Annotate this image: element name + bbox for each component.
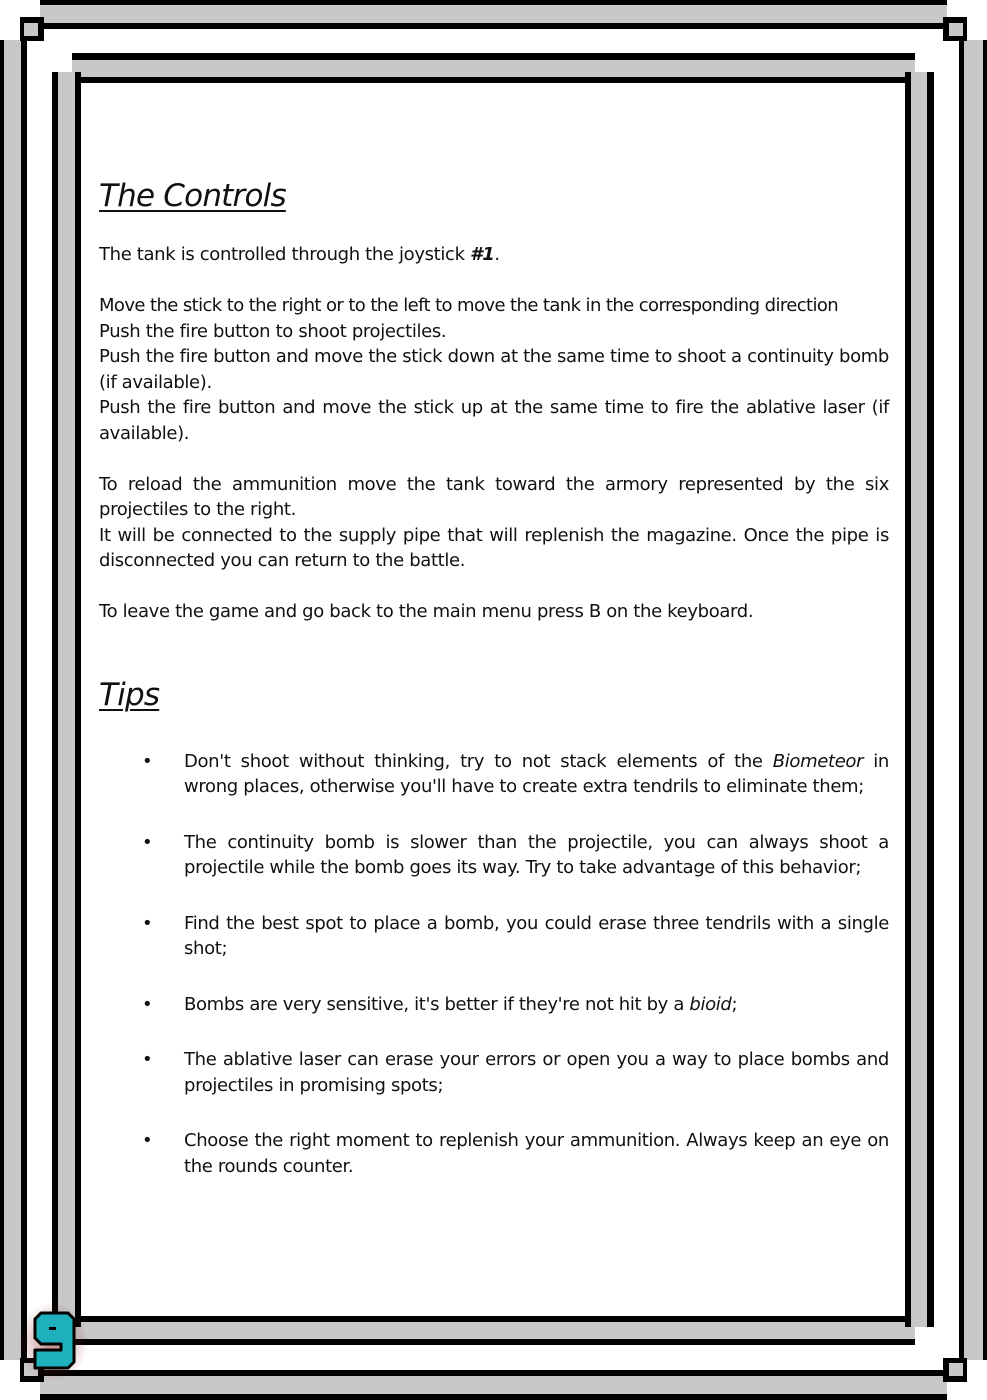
control-line: Push the fire button to shoot projectiles. xyxy=(99,320,447,342)
outer-frame-right xyxy=(959,40,987,1360)
outer-frame-top xyxy=(40,0,947,29)
control-line: Push the fire button and move the stick up at the same time to fire the ablative laser (if available). xyxy=(99,397,889,444)
inner-frame-bottom xyxy=(72,1316,915,1345)
control-line: Move the stick to the right or to the left to move the tank in the corresponding direction xyxy=(99,295,839,316)
controls-heading: The Controls xyxy=(99,178,286,214)
leave-line: To leave the game and go back to the main menu press B on the keyboard. xyxy=(99,601,754,622)
tip-item: • Find the best spot to place a bomb, you could erase three tendrils with a single shot; xyxy=(142,912,889,959)
tips-heading: Tips xyxy=(99,676,160,713)
bullet-icon: • xyxy=(142,912,153,934)
control-line: Push the fire button and move the stick down at the same time to shoot a continuity bomb (if available). xyxy=(99,346,889,393)
tip-item: • The continuity bomb is slower than the projectile, you can always shoot a projectile while the bomb goes its way. Try to take advantage of this behavior; xyxy=(142,831,889,878)
reload-line: It will be connected to the supply pipe that will replenish the magazine. Once the pipe is disconnected you can return to the battle. xyxy=(99,524,889,571)
page-number-icon xyxy=(18,1302,88,1382)
bullet-icon: • xyxy=(142,1130,153,1151)
controls-intro: The tank is controlled through the joystick #1. xyxy=(99,244,500,265)
reload-line: To reload the ammunition move the tank toward the armory represented by the six projectiles to the right. xyxy=(99,473,889,520)
tip-item: • Choose the right moment to replenish your ammunition. Always keep an eye on the rounds counter. xyxy=(142,1130,889,1177)
bullet-icon: • xyxy=(142,1049,153,1070)
joystick-number: #1 xyxy=(470,244,495,265)
bullet-icon: • xyxy=(142,831,153,853)
tip-item: • The ablative laser can erase your errors or open you a way to place bombs and projectiles in promising spots; xyxy=(142,1049,889,1096)
outer-frame-left xyxy=(0,40,27,1360)
tip-item: • Bombs are very sensitive, it's better if they're not hit by a bioid; xyxy=(99,992,889,1018)
bullet-icon: • xyxy=(142,993,153,1015)
outer-frame-bottom xyxy=(40,1370,947,1400)
inner-frame-right xyxy=(905,72,934,1327)
bullet-icon: • xyxy=(142,750,153,772)
inner-frame-left xyxy=(52,72,81,1327)
page-number-badge xyxy=(18,1302,88,1382)
page-content xyxy=(99,170,889,1209)
tips-list xyxy=(99,749,889,1180)
tip-item: • Don't shoot without thinking, try to not stack elements of the Biometeor in wrong places, otherwise you'll have to create extra tendrils to eliminate them; xyxy=(142,750,889,797)
inner-frame-top xyxy=(72,53,915,83)
